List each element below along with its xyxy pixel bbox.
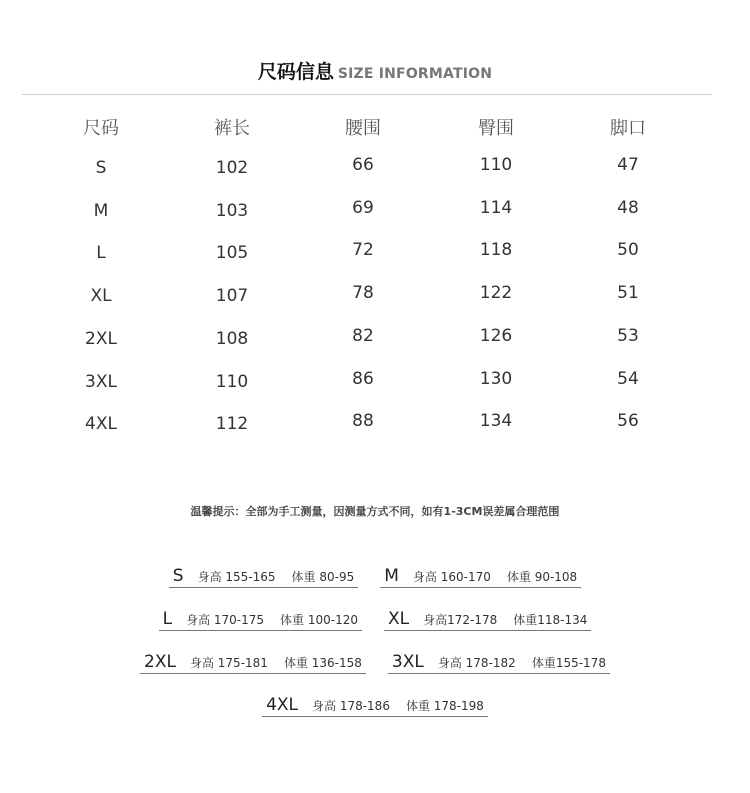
recommendation-weight: 体重 178-198 <box>405 699 484 713</box>
recommendation-row <box>0 695 750 717</box>
table-cell-pants-length: 108 <box>215 328 249 349</box>
recommendation-weight: 体重 80-95 <box>291 570 355 584</box>
table-cell-pants-length: 107 <box>215 286 249 307</box>
table-cell-size: 4XL <box>85 414 117 435</box>
table-cell-hip: 126 <box>479 325 513 346</box>
table-cell-leg-opening: 54 <box>617 368 639 389</box>
recommendation-item <box>262 695 488 717</box>
recommendation-size: S <box>172 566 184 586</box>
recommendation-height: 身高 178-186 <box>312 699 390 713</box>
header-size: 尺码 <box>83 118 119 139</box>
table-cell-pants-length: 110 <box>215 371 249 392</box>
table-cell-pants-length: 103 <box>215 200 249 221</box>
recommendation-weight: 体重 100-120 <box>280 613 358 627</box>
recommendation-height: 身高 155-165 <box>197 570 276 584</box>
recommendation-item <box>380 566 581 588</box>
recommendation-row <box>0 609 750 631</box>
title-english: SIZE INFORMATION <box>337 66 493 82</box>
recommendation-item <box>388 652 610 674</box>
recommendation-height: 身高 175-181 <box>189 656 268 670</box>
header-hip: 臀围 <box>478 118 514 139</box>
table-cell-size: XL <box>90 286 112 307</box>
table-cell-pants-length: 102 <box>215 158 249 178</box>
table-cell-size: S <box>95 158 107 178</box>
table-cell-waist: 86 <box>352 368 374 389</box>
recommendation-weight: 体重118-134 <box>513 613 588 627</box>
measurement-note: 温馨提示：全部为手工测量，因测量方式不同，如有1-3CM误差属合理范围 <box>190 505 560 518</box>
recommendation-size: XL <box>388 609 410 629</box>
table-cell-size: 2XL <box>85 328 117 349</box>
table-cell-hip: 122 <box>479 283 513 304</box>
recommendation-weight: 体重 136-158 <box>283 656 362 670</box>
recommendation-size: 3XL <box>391 652 424 672</box>
table-cell-waist: 78 <box>352 283 374 304</box>
table-cell-hip: 114 <box>479 197 513 218</box>
table-cell-waist: 72 <box>352 240 374 261</box>
recommendation-height: 身高172-178 <box>423 613 498 627</box>
recommendation-size: 2XL <box>144 652 176 672</box>
recommendation-height: 身高 170-175 <box>186 613 265 627</box>
table-cell-hip: 134 <box>479 411 513 432</box>
recommendation-item <box>140 652 366 674</box>
table-cell-waist: 82 <box>352 325 374 346</box>
table-cell-pants-length: 112 <box>215 414 249 435</box>
table-cell-hip: 110 <box>479 155 513 175</box>
recommendation-item <box>159 609 362 631</box>
table-cell-leg-opening: 50 <box>617 240 639 261</box>
table-cell-waist: 66 <box>352 155 374 175</box>
table-cell-leg-opening: 47 <box>617 155 639 175</box>
table-cell-size: 3XL <box>85 371 117 392</box>
recommendation-weight: 体重155-178 <box>531 656 606 670</box>
table-cell-size: L <box>96 243 106 264</box>
header-pants-length: 裤长 <box>214 118 250 139</box>
recommendation-height: 身高 178-182 <box>437 656 516 670</box>
recommendation-size: L <box>162 609 173 629</box>
table-cell-leg-opening: 51 <box>617 283 639 304</box>
recommendation-height: 身高 160-170 <box>412 570 491 584</box>
recommendation-item <box>169 566 358 588</box>
table-cell-hip: 118 <box>479 240 513 261</box>
table-cell-pants-length: 105 <box>215 243 249 264</box>
recommendation-weight: 体重 90-108 <box>506 570 578 584</box>
recommendation-row <box>0 652 750 674</box>
table-cell-size: M <box>93 200 109 221</box>
table-cell-waist: 88 <box>352 411 374 432</box>
table-cell-hip: 130 <box>479 368 513 389</box>
recommendation-size: M <box>384 566 399 586</box>
recommendation-row <box>0 566 750 588</box>
recommendation-item <box>384 609 591 631</box>
header-waist: 腰围 <box>345 118 381 139</box>
header-leg-opening: 脚口 <box>610 118 646 139</box>
table-cell-waist: 69 <box>352 197 374 218</box>
recommendation-size: 4XL <box>266 695 298 715</box>
table-cell-leg-opening: 56 <box>617 411 639 432</box>
table-cell-leg-opening: 53 <box>617 325 639 346</box>
table-cell-leg-opening: 48 <box>617 197 639 218</box>
title-chinese: 尺码信息 <box>257 61 334 83</box>
